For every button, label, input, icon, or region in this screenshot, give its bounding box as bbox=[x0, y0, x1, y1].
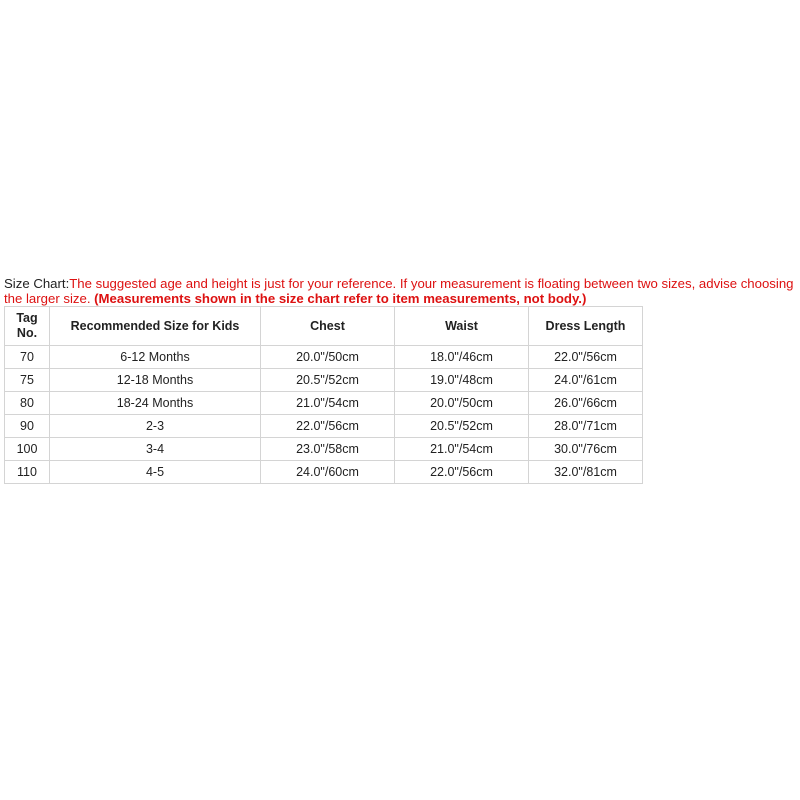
cell-tag-no: 80 bbox=[5, 392, 50, 415]
table-row bbox=[5, 415, 643, 438]
cell-tag-no: 70 bbox=[5, 346, 50, 369]
cell-recommended-size: 4-5 bbox=[50, 461, 261, 484]
header-chest: Chest bbox=[261, 307, 395, 346]
table-row bbox=[5, 346, 643, 369]
cell-tag-no: 110 bbox=[5, 461, 50, 484]
table-row bbox=[5, 461, 643, 484]
cell-chest: 23.0"/58cm bbox=[261, 438, 395, 461]
cell-tag-no: 75 bbox=[5, 369, 50, 392]
cell-dress-length: 30.0"/76cm bbox=[529, 438, 643, 461]
cell-tag-no: 90 bbox=[5, 415, 50, 438]
cell-recommended-size: 2-3 bbox=[50, 415, 261, 438]
cell-dress-length: 26.0"/66cm bbox=[529, 392, 643, 415]
cell-chest: 22.0"/56cm bbox=[261, 415, 395, 438]
size-chart-intro bbox=[4, 276, 796, 306]
size-chart-label: Size Chart: bbox=[4, 276, 70, 291]
cell-dress-length: 24.0"/61cm bbox=[529, 369, 643, 392]
cell-tag-no: 100 bbox=[5, 438, 50, 461]
cell-chest: 21.0"/54cm bbox=[261, 392, 395, 415]
cell-recommended-size: 3-4 bbox=[50, 438, 261, 461]
table-header-row bbox=[5, 307, 643, 346]
measurement-disclaimer: (Measurements shown in the size chart refer to item measurements, not body.) bbox=[94, 291, 587, 306]
table-row bbox=[5, 438, 643, 461]
cell-chest: 20.5"/52cm bbox=[261, 369, 395, 392]
cell-recommended-size: 12-18 Months bbox=[50, 369, 261, 392]
cell-chest: 20.0"/50cm bbox=[261, 346, 395, 369]
cell-recommended-size: 18-24 Months bbox=[50, 392, 261, 415]
table-row bbox=[5, 369, 643, 392]
cell-dress-length: 22.0"/56cm bbox=[529, 346, 643, 369]
table-row bbox=[5, 392, 643, 415]
cell-dress-length: 28.0"/71cm bbox=[529, 415, 643, 438]
header-tag-no: Tag No. bbox=[5, 307, 50, 346]
header-dress-length: Dress Length bbox=[529, 307, 643, 346]
cell-waist: 18.0"/46cm bbox=[395, 346, 529, 369]
cell-chest: 24.0"/60cm bbox=[261, 461, 395, 484]
size-chart-table bbox=[4, 306, 643, 484]
header-recommended-size: Recommended Size for Kids bbox=[50, 307, 261, 346]
cell-dress-length: 32.0"/81cm bbox=[529, 461, 643, 484]
cell-waist: 22.0"/56cm bbox=[395, 461, 529, 484]
cell-waist: 21.0"/54cm bbox=[395, 438, 529, 461]
cell-waist: 20.0"/50cm bbox=[395, 392, 529, 415]
cell-waist: 20.5"/52cm bbox=[395, 415, 529, 438]
size-advice-note: The suggested age and height is just for your reference. If your measurement is floating between two sizes, advise choosing the larger size. bbox=[4, 276, 794, 306]
header-waist: Waist bbox=[395, 307, 529, 346]
cell-waist: 19.0"/48cm bbox=[395, 369, 529, 392]
cell-recommended-size: 6-12 Months bbox=[50, 346, 261, 369]
